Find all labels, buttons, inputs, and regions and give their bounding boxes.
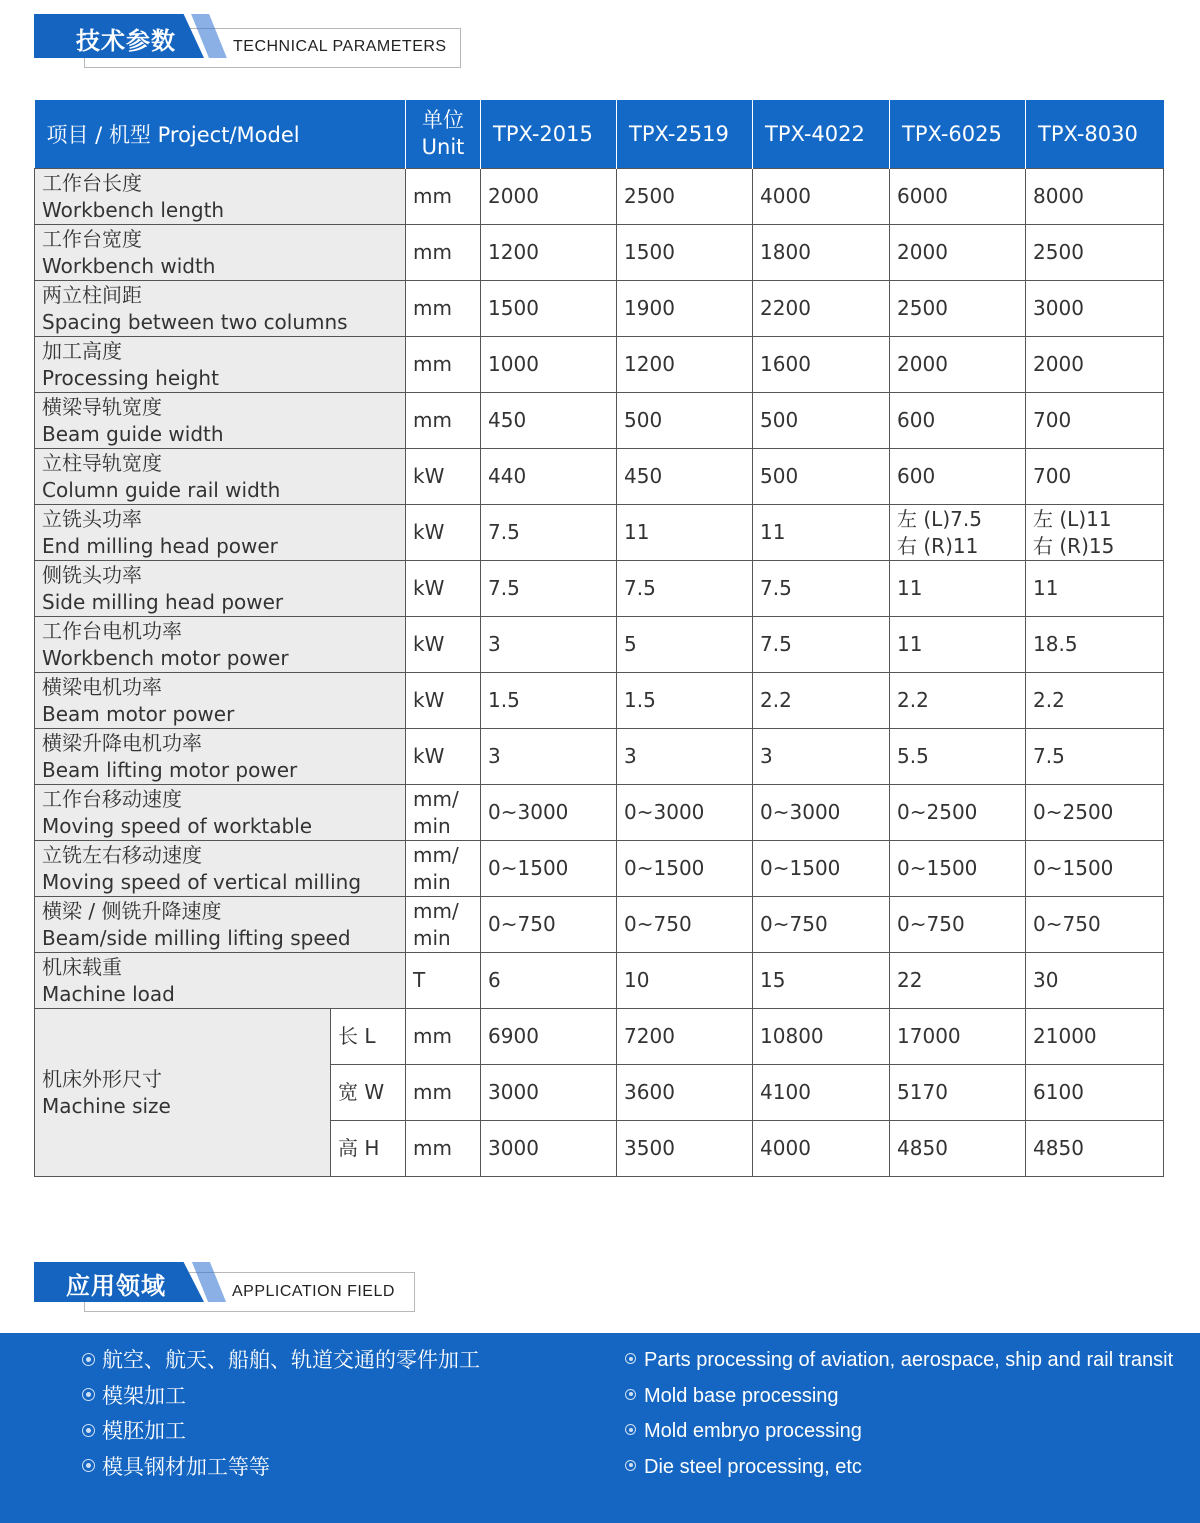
row-value: 1800 — [753, 225, 890, 281]
row-value: 3600 — [617, 1065, 753, 1121]
row-unit: mm — [406, 337, 481, 393]
row-item-en: Machine load — [42, 981, 175, 1006]
row-value: 7.5 — [481, 505, 617, 561]
table-row — [35, 897, 1164, 953]
row-value: 11 — [617, 505, 753, 561]
row-value: 0~2500 — [1026, 785, 1164, 841]
row-value: 0~750 — [1026, 897, 1164, 953]
header-model-2: TPX-2519 — [617, 100, 753, 169]
circle-bullet-icon — [625, 1424, 636, 1435]
header-project-model: 项目 / 机型 Project/Model — [35, 100, 406, 169]
row-value: 0~750 — [481, 897, 617, 953]
row-value: 2000 — [1026, 337, 1164, 393]
row-value: 3000 — [1026, 281, 1164, 337]
application-item — [625, 1379, 1173, 1415]
row-value: 3 — [481, 729, 617, 785]
table-row — [35, 393, 1164, 449]
row-item-cn: 机床载重 — [42, 954, 122, 979]
header-unit-en: Unit — [421, 135, 465, 159]
application-text: Mold embryo processing — [644, 1420, 862, 1442]
row-item-cn: 立铣头功率 — [42, 506, 142, 531]
row-value: 1600 — [753, 337, 890, 393]
row-value: 0~1500 — [890, 841, 1026, 897]
technical-parameters-table — [34, 100, 1164, 1177]
row-value: 4850 — [890, 1121, 1026, 1177]
row-value: 1.5 — [617, 673, 753, 729]
row-value: 1900 — [617, 281, 753, 337]
row-value: 18.5 — [1026, 617, 1164, 673]
table-row — [35, 281, 1164, 337]
row-value: 0~3000 — [753, 785, 890, 841]
row-item-cn: 横梁电机功率 — [42, 674, 162, 699]
application-list-cn — [82, 1343, 480, 1485]
row-item-label — [35, 393, 406, 449]
row-value: 7200 — [617, 1009, 753, 1065]
row-unit: mm/ min — [406, 897, 481, 953]
row-item-en: Moving speed of worktable — [42, 813, 313, 838]
row-value: 600 — [890, 393, 1026, 449]
circle-bullet-icon — [82, 1388, 95, 1401]
section-title-cn: 应用领域 — [66, 1272, 166, 1300]
row-value: 0~1500 — [481, 841, 617, 897]
row-unit: mm — [406, 1065, 481, 1121]
section-title-en: APPLICATION FIELD — [232, 1283, 395, 1300]
row-item-label — [35, 729, 406, 785]
row-value: 3000 — [481, 1121, 617, 1177]
row-item-en: Beam lifting motor power — [42, 757, 298, 782]
application-list-en — [625, 1343, 1173, 1485]
row-unit: kW — [406, 729, 481, 785]
row-item-cn: 横梁 / 侧铣升降速度 — [42, 898, 222, 923]
row-value: 4100 — [753, 1065, 890, 1121]
header-unit-cn: 单位 — [422, 108, 465, 132]
application-item — [625, 1450, 1173, 1486]
row-value: 10800 — [753, 1009, 890, 1065]
application-field-panel — [0, 1333, 1200, 1523]
row-value: 4850 — [1026, 1121, 1164, 1177]
row-item-cn: 工作台长度 — [42, 170, 142, 195]
row-value: 30 — [1026, 953, 1164, 1009]
row-value: 700 — [1026, 393, 1164, 449]
row-item-cn: 机床外形尺寸 — [42, 1066, 162, 1091]
row-item-cn: 工作台移动速度 — [42, 786, 182, 811]
row-value: 5.5 — [890, 729, 1026, 785]
row-value: 2200 — [753, 281, 890, 337]
row-value: 7.5 — [753, 561, 890, 617]
row-value: 3 — [753, 729, 890, 785]
technical-parameters-banner — [0, 0, 470, 75]
row-value: 17000 — [890, 1009, 1026, 1065]
table-row — [35, 841, 1164, 897]
row-value: 0~2500 — [890, 785, 1026, 841]
table-row — [35, 561, 1164, 617]
table-row — [35, 785, 1164, 841]
row-item-label — [35, 281, 406, 337]
row-value: 4000 — [753, 169, 890, 225]
row-item-cn: 加工高度 — [42, 338, 122, 363]
application-item — [625, 1343, 1173, 1379]
row-item-label — [35, 897, 406, 953]
application-text: 模具钢材加工等等 — [102, 1454, 270, 1479]
row-value: 21000 — [1026, 1009, 1164, 1065]
application-text: 模胚加工 — [102, 1419, 186, 1443]
row-item-label — [35, 953, 406, 1009]
row-value: 2000 — [890, 337, 1026, 393]
row-value: 4000 — [753, 1121, 890, 1177]
circle-bullet-icon — [625, 1353, 636, 1364]
row-value: 700 — [1026, 449, 1164, 505]
row-value: 2.2 — [753, 673, 890, 729]
circle-bullet-icon — [82, 1353, 95, 1366]
application-item — [82, 1450, 480, 1486]
row-value: 2.2 — [1026, 673, 1164, 729]
table-row — [35, 225, 1164, 281]
row-item-en: Processing height — [42, 365, 219, 390]
application-text: 模架加工 — [102, 1383, 186, 1408]
row-value: 2.2 — [890, 673, 1026, 729]
table-row — [35, 729, 1164, 785]
row-item-en: Machine size — [42, 1093, 171, 1118]
row-value: 1200 — [481, 225, 617, 281]
row-unit: kW — [406, 505, 481, 561]
application-text: Mold base processing — [644, 1384, 839, 1407]
row-item-cn: 工作台电机功率 — [42, 618, 182, 643]
row-value: 0~750 — [753, 897, 890, 953]
row-item-en: Side milling head power — [42, 589, 284, 614]
row-value: 3 — [617, 729, 753, 785]
row-item-cn: 立铣左右移动速度 — [42, 842, 202, 867]
table-row — [35, 673, 1164, 729]
row-item-en: Column guide rail width — [42, 477, 281, 502]
dimension-label: 宽 W — [331, 1065, 406, 1121]
dimension-label: 长 L — [331, 1009, 406, 1065]
row-value: 500 — [753, 393, 890, 449]
header-model-4: TPX-6025 — [890, 100, 1026, 169]
header-unit — [406, 100, 481, 169]
row-item-label — [35, 673, 406, 729]
row-value: 11 — [890, 561, 1026, 617]
row-value: 2000 — [890, 225, 1026, 281]
row-item-cn: 侧铣头功率 — [42, 562, 142, 587]
circle-bullet-icon — [625, 1460, 636, 1471]
row-value: 11 — [1026, 561, 1164, 617]
row-value: 2500 — [1026, 225, 1164, 281]
table-row — [35, 1009, 1164, 1065]
row-value: 1000 — [481, 337, 617, 393]
table-row — [35, 953, 1164, 1009]
row-item-en: Beam guide width — [42, 421, 224, 446]
row-value: 7.5 — [753, 617, 890, 673]
section-title-cn: 技术参数 — [76, 27, 176, 55]
application-item — [82, 1379, 480, 1415]
row-unit: T — [406, 953, 481, 1009]
row-value: 1500 — [617, 225, 753, 281]
row-value: 左 (L)11 右 (R)15 — [1026, 505, 1164, 561]
table-row — [35, 449, 1164, 505]
row-value: 7.5 — [1026, 729, 1164, 785]
header-model-3: TPX-4022 — [753, 100, 890, 169]
row-value: 7.5 — [481, 561, 617, 617]
row-unit: kW — [406, 449, 481, 505]
row-value: 0~3000 — [481, 785, 617, 841]
circle-bullet-icon — [82, 1459, 95, 1472]
row-unit: mm/ min — [406, 841, 481, 897]
row-value: 440 — [481, 449, 617, 505]
row-item-en: Beam motor power — [42, 701, 235, 726]
row-value: 5 — [617, 617, 753, 673]
row-value: 450 — [481, 393, 617, 449]
row-value: 500 — [753, 449, 890, 505]
application-text: Die steel processing, etc — [644, 1455, 862, 1478]
row-value: 22 — [890, 953, 1026, 1009]
row-item-en: Workbench width — [42, 253, 216, 278]
row-item-label — [35, 617, 406, 673]
table-row — [35, 505, 1164, 561]
circle-bullet-icon — [82, 1424, 95, 1437]
row-value: 6000 — [890, 169, 1026, 225]
row-value: 7.5 — [617, 561, 753, 617]
row-item-en: End milling head power — [42, 533, 278, 558]
row-unit: kW — [406, 673, 481, 729]
row-value: 10 — [617, 953, 753, 1009]
application-text: Parts processing of aviation, aerospace, ship and rail transit — [644, 1349, 1174, 1371]
row-value: 3000 — [481, 1065, 617, 1121]
table-header-row — [35, 100, 1164, 169]
row-value: 0~1500 — [753, 841, 890, 897]
row-item-label — [35, 337, 406, 393]
row-value: 600 — [890, 449, 1026, 505]
table-row — [35, 337, 1164, 393]
row-value: 0~3000 — [617, 785, 753, 841]
row-value: 450 — [617, 449, 753, 505]
row-value: 500 — [617, 393, 753, 449]
application-item — [82, 1414, 480, 1450]
row-item-cn: 立柱导轨宽度 — [42, 450, 162, 475]
dimension-label: 高 H — [331, 1121, 406, 1177]
row-value: 11 — [753, 505, 890, 561]
row-item-cn: 横梁导轨宽度 — [42, 394, 162, 419]
row-value: 1.5 — [481, 673, 617, 729]
row-item-en: Spacing between two columns — [42, 309, 348, 334]
row-item-label — [35, 561, 406, 617]
row-item-en: Beam/side milling lifting speed — [42, 925, 351, 950]
row-unit: kW — [406, 561, 481, 617]
machine-size-label — [35, 1009, 331, 1177]
row-value: 1200 — [617, 337, 753, 393]
row-item-label — [35, 785, 406, 841]
row-value: 6100 — [1026, 1065, 1164, 1121]
row-value: 6900 — [481, 1009, 617, 1065]
row-unit: mm — [406, 225, 481, 281]
header-model-5: TPX-8030 — [1026, 100, 1164, 169]
row-value: 8000 — [1026, 169, 1164, 225]
application-item — [625, 1414, 1173, 1450]
row-value: 3 — [481, 617, 617, 673]
row-value: 6 — [481, 953, 617, 1009]
row-value: 2500 — [890, 281, 1026, 337]
table-row — [35, 169, 1164, 225]
row-unit: mm/ min — [406, 785, 481, 841]
row-item-label — [35, 449, 406, 505]
row-item-en: Moving speed of vertical milling — [42, 869, 362, 894]
row-value: 0~1500 — [617, 841, 753, 897]
application-item — [82, 1343, 480, 1379]
row-item-cn: 两立柱间距 — [42, 282, 142, 307]
row-value: 1500 — [481, 281, 617, 337]
row-value: 5170 — [890, 1065, 1026, 1121]
application-text: 航空、航天、船舶、轨道交通的零件加工 — [102, 1348, 480, 1372]
circle-bullet-icon — [625, 1389, 636, 1400]
row-value: 2500 — [617, 169, 753, 225]
row-value: 0~1500 — [1026, 841, 1164, 897]
row-item-en: Workbench length — [42, 197, 225, 222]
row-item-cn: 工作台宽度 — [42, 226, 142, 251]
table-row — [35, 617, 1164, 673]
application-field-banner — [0, 1250, 470, 1325]
row-value: 11 — [890, 617, 1026, 673]
row-item-cn: 横梁升降电机功率 — [42, 730, 202, 755]
row-value: 15 — [753, 953, 890, 1009]
section-title-en: TECHNICAL PARAMETERS — [233, 38, 447, 55]
row-unit: mm — [406, 393, 481, 449]
row-item-en: Workbench motor power — [42, 645, 289, 670]
row-value: 0~750 — [890, 897, 1026, 953]
row-unit: kW — [406, 617, 481, 673]
row-value: 0~750 — [617, 897, 753, 953]
row-item-label — [35, 225, 406, 281]
row-item-label — [35, 169, 406, 225]
row-value: 2000 — [481, 169, 617, 225]
row-unit: mm — [406, 281, 481, 337]
row-item-label — [35, 841, 406, 897]
row-value: 3500 — [617, 1121, 753, 1177]
row-unit: mm — [406, 169, 481, 225]
row-unit: mm — [406, 1121, 481, 1177]
header-model-1: TPX-2015 — [481, 100, 617, 169]
row-value: 左 (L)7.5 右 (R)11 — [890, 505, 1026, 561]
row-unit: mm — [406, 1009, 481, 1065]
row-item-label — [35, 505, 406, 561]
